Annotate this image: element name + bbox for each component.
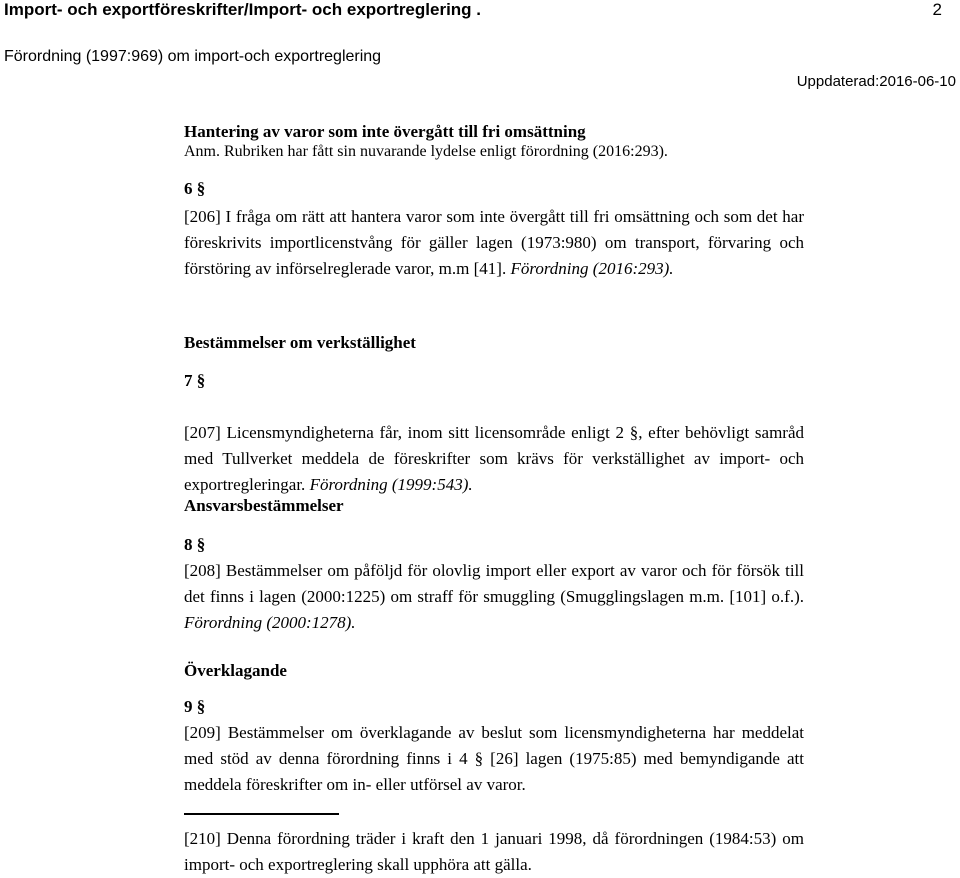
document-title: Import- och exportföreskrifter/Import- och exportreglering . (4, 0, 482, 19)
paragraph-6-text (184, 204, 804, 282)
section-hantering (184, 122, 804, 162)
paragraph-body: [208] Bestämmelser om påföljd för olovlig import eller export av varor och för försök till det finns i lagen (2000:1225) om straff för smuggling (Smugglingslagen m.m. [101] o.f.). (184, 561, 804, 606)
paragraph-label: 8 § (184, 535, 206, 554)
section-heading: Ansvarsbestämmelser (184, 496, 344, 515)
paragraph-9-text (184, 720, 804, 798)
separator-rule (184, 813, 339, 815)
paragraph-6 (184, 178, 804, 200)
updated-date: Uppdaterad:2016-06-10 (796, 73, 956, 90)
ordinance-reference: Förordning (2000:1278). (184, 613, 356, 632)
section-heading: Överklagande (184, 661, 287, 680)
section-heading: Bestämmelser om verkställighet (184, 333, 416, 352)
paragraph-body: [207] Licensmyndigheterna får, inom sitt licensområde enligt 2 §, efter behövligt samråd med Tullverket meddela de föreskrifter som krävs för verkställighet av import- och exportregleringar. (184, 423, 804, 494)
page-number: 2 (932, 0, 942, 19)
paragraph-9 (184, 696, 804, 718)
paragraph-label: 9 § (184, 697, 206, 716)
section-verkstallighet (184, 333, 804, 353)
paragraph-body: [209] Bestämmelser om överklagande av beslut som licensmyndigheterna har meddelat med stöd av denna förordning finns i 4 § [26] lagen (1975:85) med bemyndigande att meddela föreskrifter om in- eller utförsel av varor. (184, 723, 804, 794)
paragraph-8 (184, 534, 804, 556)
section-heading: Hantering av varor som inte övergått till fri omsättning (184, 122, 586, 141)
paragraph-label: 7 § (184, 371, 206, 390)
entry-into-force (184, 826, 804, 878)
paragraph-7 (184, 370, 804, 392)
paragraph-body: [206] I fråga om rätt att hantera varor som inte övergått till fri omsättning och som det har föreskrivits importlicenstvång för gäller lagen (1973:980) om transport, förvaring och förstöring av införselreglerade varor, m.m [41]. (184, 207, 804, 278)
ordinance-reference: Förordning (2016:293). (510, 259, 674, 278)
section-note: Anm. Rubriken har fått sin nuvarande lydelse enligt förordning (2016:293). (184, 143, 668, 160)
entry-into-force-text: [210] Denna förordning träder i kraft den 1 januari 1998, då förordningen (1984:53) om import- och exportreglering skall upphöra att gälla. (184, 829, 804, 874)
section-ansvar (184, 496, 804, 516)
paragraph-label: 6 § (184, 179, 206, 198)
ordinance-subtitle: Förordning (1997:969) om import-och exportreglering (4, 48, 382, 65)
ordinance-reference: Förordning (1999:543). (309, 475, 473, 494)
paragraph-8-text (184, 558, 804, 636)
section-overklagande (184, 661, 804, 681)
paragraph-7-text (184, 420, 804, 498)
